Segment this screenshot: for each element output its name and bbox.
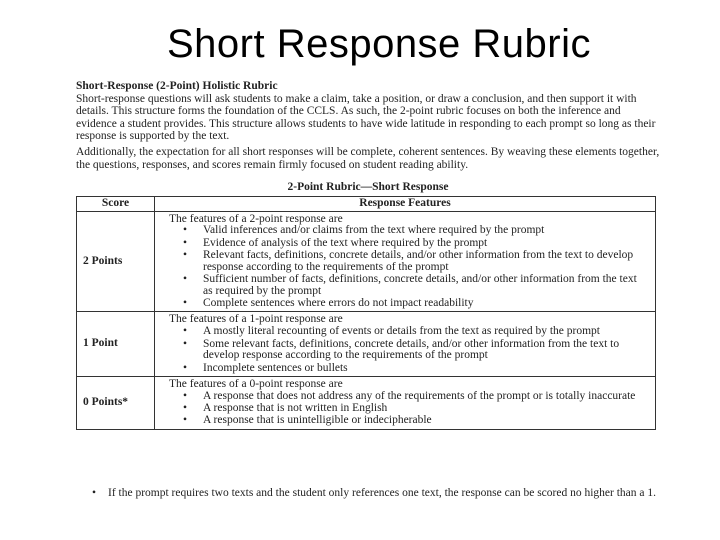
- table-title: 2-Point Rubric—Short Response: [287, 181, 449, 194]
- features-intro: The features of a 2-point response are: [169, 212, 343, 225]
- features-cell: [155, 211, 656, 312]
- table-row: [77, 376, 656, 429]
- rubric-table: [76, 196, 656, 430]
- list-item: • Complete sentences where errors do not impact readability: [169, 298, 649, 310]
- footnote: [92, 487, 668, 500]
- intro-paragraph: Short-response questions will ask students to make a claim, take a position, or draw a conclusion, and then support it with details. This structure forms the foundation of the CCLS. As such, the 2-point rubric focuses on both the inference and evidence a student provides. This structure allows students to have wide latitude in responding to each prompt so long as their response is supported by the text.: [76, 92, 656, 143]
- slide-title: Short Response Rubric: [166, 22, 592, 66]
- score-cell: 1 Point: [77, 312, 155, 376]
- table-row: [77, 312, 656, 376]
- features-intro: The features of a 0-point response are: [169, 377, 343, 390]
- expectation-paragraph: Additionally, the expectation for all short responses will be complete, coherent sentences. By weaving these elements together, the questions, responses, and scores remain firmly focused on student reading ability.: [76, 145, 660, 171]
- score-cell: 2 Points: [77, 211, 155, 312]
- footnote-text: If the prompt requires two texts and the student only references one text, the response can be scored no higher than a 1.: [108, 487, 656, 499]
- list-item: • Incomplete sentences or bullets: [169, 363, 649, 375]
- list-item: • A response that is unintelligible or indecipherable: [169, 415, 649, 427]
- list-item: • Relevant facts, definitions, concrete details, and/or other information from the text to develop response according to the requirements of the prompt: [169, 250, 649, 274]
- table-header-row: [77, 196, 656, 211]
- features-list: [169, 225, 649, 310]
- rubric-document: [76, 80, 660, 430]
- list-item: • Evidence of analysis of the text where required by the prompt: [169, 238, 649, 250]
- footnote-bullet: •: [92, 487, 97, 499]
- features-list: [169, 326, 649, 374]
- features-list: [169, 391, 649, 427]
- document-heading: Short-Response (2-Point) Holistic Rubric: [76, 80, 278, 92]
- column-header-features: Response Features: [155, 196, 656, 211]
- list-item: • Some relevant facts, definitions, concrete details, and/or other information from the text to develop response according to the requirements of the prompt: [169, 339, 649, 363]
- list-item: • A response that is not written in English: [169, 403, 649, 415]
- list-item: • A mostly literal recounting of events or details from the text as required by the prompt: [169, 326, 649, 338]
- features-cell: [155, 312, 656, 376]
- list-item: • Valid inferences and/or claims from the text where required by the prompt: [169, 225, 649, 237]
- column-header-score: Score: [77, 196, 155, 211]
- list-item: • A response that does not address any of the requirements of the prompt or is totally inaccurate: [169, 391, 649, 403]
- score-cell: 0 Points*: [77, 376, 155, 429]
- list-item: • Sufficient number of facts, definitions, concrete details, and/or other information from the text as required by the prompt: [169, 274, 649, 298]
- table-row: [77, 211, 656, 312]
- features-intro: The features of a 1-point response are: [169, 313, 343, 326]
- features-cell: [155, 376, 656, 429]
